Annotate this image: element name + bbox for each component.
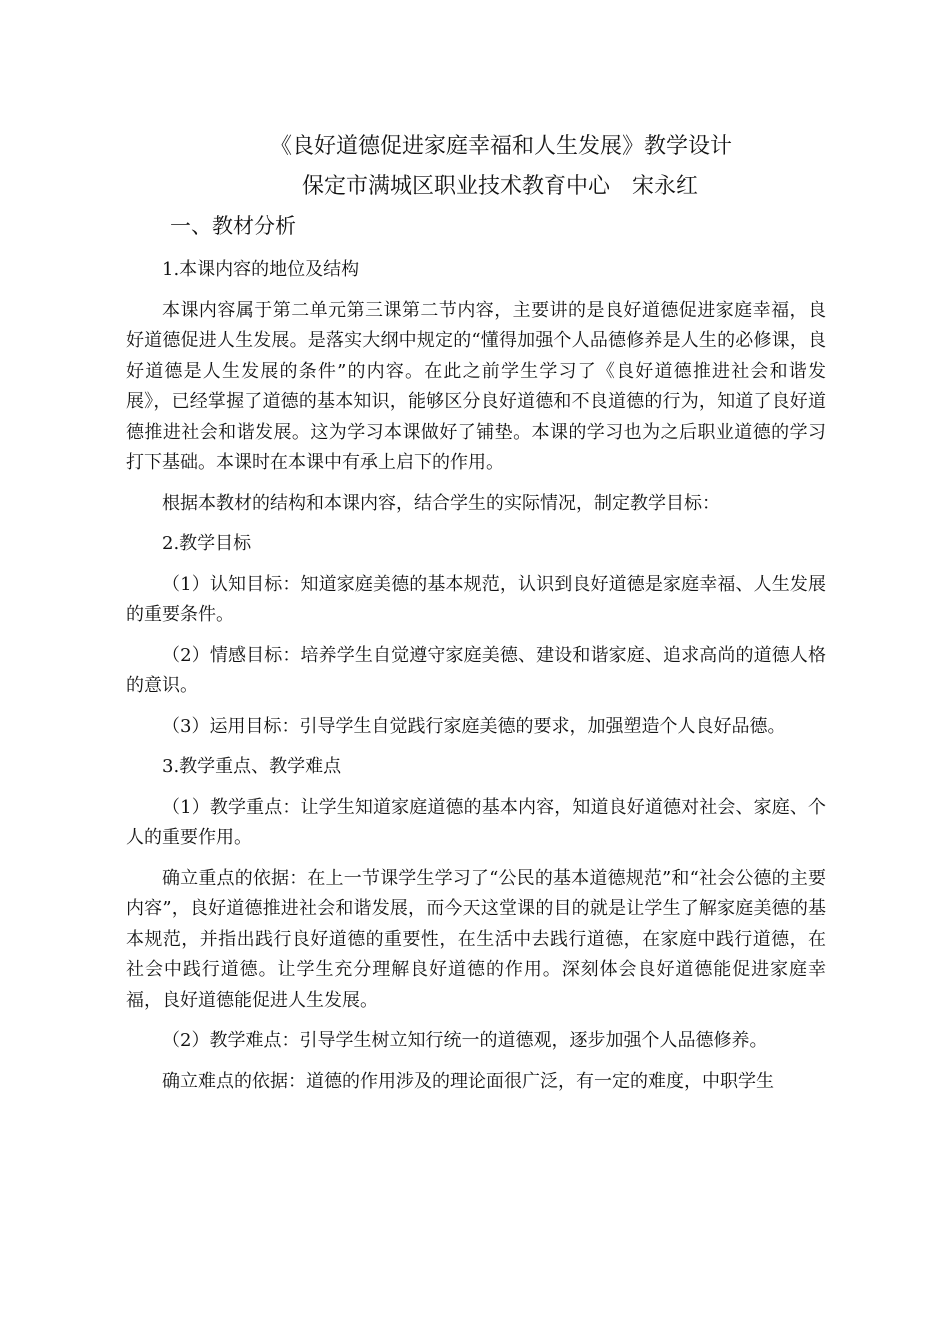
paragraph-difficult-point-basis: 确立难点的依据：道德的作用涉及的理论面很广泛，有一定的难度，中职学生 [162, 1070, 774, 1092]
difficult-point: （2）教学难点：引导学生树立知行统一的道德观，逐步加强个人品德修养。 [162, 1030, 768, 1051]
subheading-key-difficult-points: 3.教学重点、教学难点 [162, 756, 342, 777]
author-line: 保定市满城区职业技术教育中心 宋永红 [301, 174, 698, 199]
document-body [126, 255, 826, 1097]
paragraph-content-overview: 本课内容属于第二单元第三课第二节内容，主要讲的是良好道德促进家庭幸福，良好道德促进人生发展。是落实大纲中规定的“懂得加强个人品德修养是人生的必修课，良好道德是人生发展的条件”的内容。在此之前学生学习了《良好道德推进社会和谐发展》，已经掌握了道德的基本知识，能够区分良好道德和不良道德的行为，知道了良好道德推进社会和谐发展。这为学习本课做好了铺垫。本课的学习也为之后职业道德的学习打下基础。本课时在本课中有承上启下的作用。 [126, 299, 826, 473]
paragraph-objective-intro: 根据本教材的结构和本课内容，结合学生的实际情况，制定教学目标： [162, 492, 720, 514]
document-title: 《良好道德促进家庭幸福和人生发展》教学设计 [269, 134, 732, 159]
objective-emotional: （2）情感目标：培养学生自觉遵守家庭美德、建设和谐家庭、追求高尚的道德人格的意识。 [126, 644, 826, 696]
objective-cognitive: （1）认知目标：知道家庭美德的基本规范，认识到良好道德是家庭幸福、人生发展的重要条件。 [126, 573, 826, 625]
key-point: （1）教学重点：让学生知道家庭道德的基本内容，知道良好道德对社会、家庭、个人的重要作用。 [126, 796, 826, 848]
objective-application: （3）运用目标：引导学生自觉践行家庭美德的要求，加强塑造个人良好品德。 [162, 715, 786, 737]
subheading-position-structure: 1.本课内容的地位及结构 [162, 259, 360, 280]
subheading-teaching-objectives: 2.教学目标 [162, 533, 252, 554]
paragraph-key-point-basis: 确立重点的依据：在上一节课学生学习了“公民的基本道德规范”和“社会公德的主要内容”，良好道德推进社会和谐发展，而今天这堂课的目的就是让学生了解家庭美德的基本规范，并指出践行良好道德的重要性，在生活中去践行道德，在家庭中践行道德，在社会中践行道德。让学生充分理解良好道德的作用。深刻体会良好道德能促进家庭幸福，良好道德能促进人生发展。 [126, 867, 826, 1011]
section-heading-textbook-analysis: 一、教材分析 [170, 214, 296, 238]
